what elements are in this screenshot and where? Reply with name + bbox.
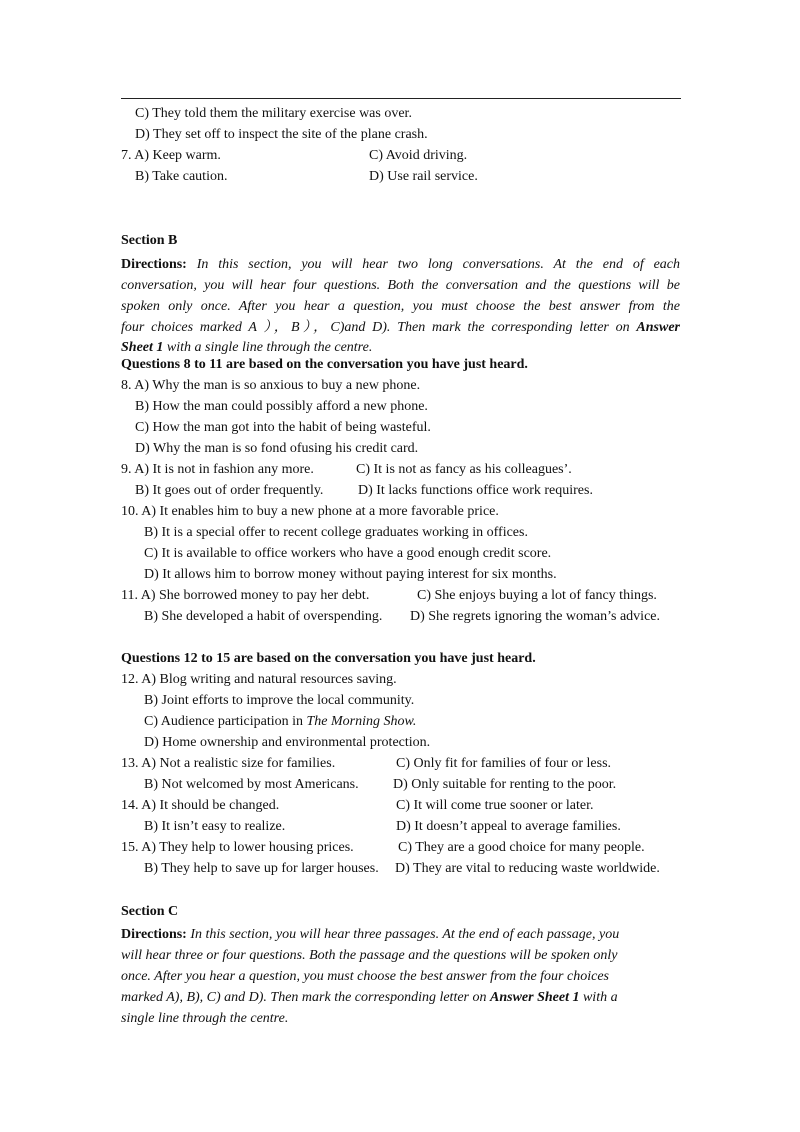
show-title: The Morning Show.	[306, 714, 417, 729]
header-rule	[121, 98, 681, 99]
q14-option-c: C) It will come true sooner or later.	[396, 798, 594, 813]
section-b-directions-line-3: spoken only once. After you hear a question, you must choose the best answer from the	[121, 299, 680, 314]
q6-option-d: D) They set off to inspect the site of the plane crash.	[135, 127, 428, 142]
q8-option-c: C) How the man got into the habit of being wasteful.	[135, 420, 431, 435]
q7-option-d: D) Use rail service.	[369, 169, 478, 184]
q9-option-b: B) It goes out of order frequently.	[135, 483, 324, 498]
q14-option-a: 14. A) It should be changed.	[121, 798, 280, 813]
q8-option-d: D) Why the man is so fond ofusing his credit card.	[135, 441, 419, 456]
q15-option-a: 15. A) They help to lower housing prices.	[121, 840, 354, 855]
q13-option-a: 13. A) Not a realistic size for families.	[121, 756, 336, 771]
q12-option-b: B) Joint efforts to improve the local community.	[144, 693, 415, 708]
section-b-directions-line-4: four choices marked A ），B），C)and D). Then mark the corresponding letter on Answer	[121, 320, 680, 335]
section-c-directions-line-5: single line through the centre.	[121, 1011, 289, 1026]
q9-option-c: C) It is not as fancy as his colleagues’.	[356, 462, 572, 477]
q12-option-a: 12. A) Blog writing and natural resources saving.	[121, 672, 397, 687]
q11-option-d: D) She regrets ignoring the woman’s advice.	[410, 609, 660, 624]
q9-option-d: D) It lacks functions office work requires.	[358, 483, 593, 498]
q10-option-d: D) It allows him to borrow money without paying interest for six months.	[144, 567, 557, 582]
q12-option-c: C) Audience participation in The Morning Show.	[144, 714, 417, 729]
q11-option-a: 11. A) She borrowed money to pay her debt.	[121, 588, 370, 603]
section-c-heading: Section C	[121, 904, 179, 919]
section-c-directions-line-2: will hear three or four questions. Both the passage and the questions will be spoken only	[121, 948, 618, 963]
q8-option-a: 8. A) Why the man is so anxious to buy a new phone.	[121, 378, 421, 393]
q10-option-a: 10. A) It enables him to buy a new phone at a more favorable price.	[121, 504, 499, 519]
q7-option-b: B) Take caution.	[135, 169, 228, 184]
q13-option-b: B) Not welcomed by most Americans.	[144, 777, 359, 792]
q7-option-a: 7. A) Keep warm.	[121, 148, 221, 163]
q13-option-d: D) Only suitable for renting to the poor.	[393, 777, 617, 792]
q10-option-c: C) It is available to office workers who have a good enough credit score.	[144, 546, 552, 561]
q13-option-c: C) Only fit for families of four or less.	[396, 756, 612, 771]
section-b-directions-line-1: Directions: In this section, you will hear two long conversations. At the end of each	[121, 257, 680, 272]
section-b-directions-line-5: Sheet 1 with a single line through the centre.	[121, 340, 373, 355]
q10-option-b: B) It is a special offer to recent college graduates working in offices.	[144, 525, 528, 540]
section-c-directions-line-3: once. After you hear a question, you must choose the best answer from the four choices	[121, 969, 609, 984]
q15-option-b: B) They help to save up for larger houses.	[144, 861, 379, 876]
q14-option-b: B) It isn’t easy to realize.	[144, 819, 286, 834]
q8-option-b: B) How the man could possibly afford a new phone.	[135, 399, 428, 414]
q14-option-d: D) It doesn’t appeal to average families.	[396, 819, 621, 834]
questions-12-15-heading: Questions 12 to 15 are based on the conversation you have just heard.	[121, 651, 536, 666]
q11-option-c: C) She enjoys buying a lot of fancy things.	[417, 588, 657, 603]
q15-option-d: D) They are vital to reducing waste worldwide.	[395, 861, 660, 876]
q15-option-c: C) They are a good choice for many people.	[398, 840, 645, 855]
section-b-heading: Section B	[121, 233, 178, 248]
section-c-directions-label: Directions:	[121, 927, 187, 942]
section-c-directions-line-1: Directions: In this section, you will hear three passages. At the end of each passage, you	[121, 927, 620, 942]
q12-option-d: D) Home ownership and environmental protection.	[144, 735, 431, 750]
q6-option-c: C) They told them the military exercise was over.	[135, 106, 412, 121]
q11-option-b: B) She developed a habit of overspending.	[144, 609, 383, 624]
section-c-directions-line-4: marked A), B), C) and D). Then mark the corresponding letter on Answer Sheet 1 with a	[121, 990, 618, 1005]
q9-option-a: 9. A) It is not in fashion any more.	[121, 462, 314, 477]
section-b-directions-line-2: conversation, you will hear four questions. Both the conversation and the questions will be	[121, 278, 680, 293]
section-b-directions-label: Directions:	[121, 257, 187, 272]
q7-option-c: C) Avoid driving.	[369, 148, 468, 163]
questions-8-11-heading: Questions 8 to 11 are based on the conversation you have just heard.	[121, 357, 528, 372]
